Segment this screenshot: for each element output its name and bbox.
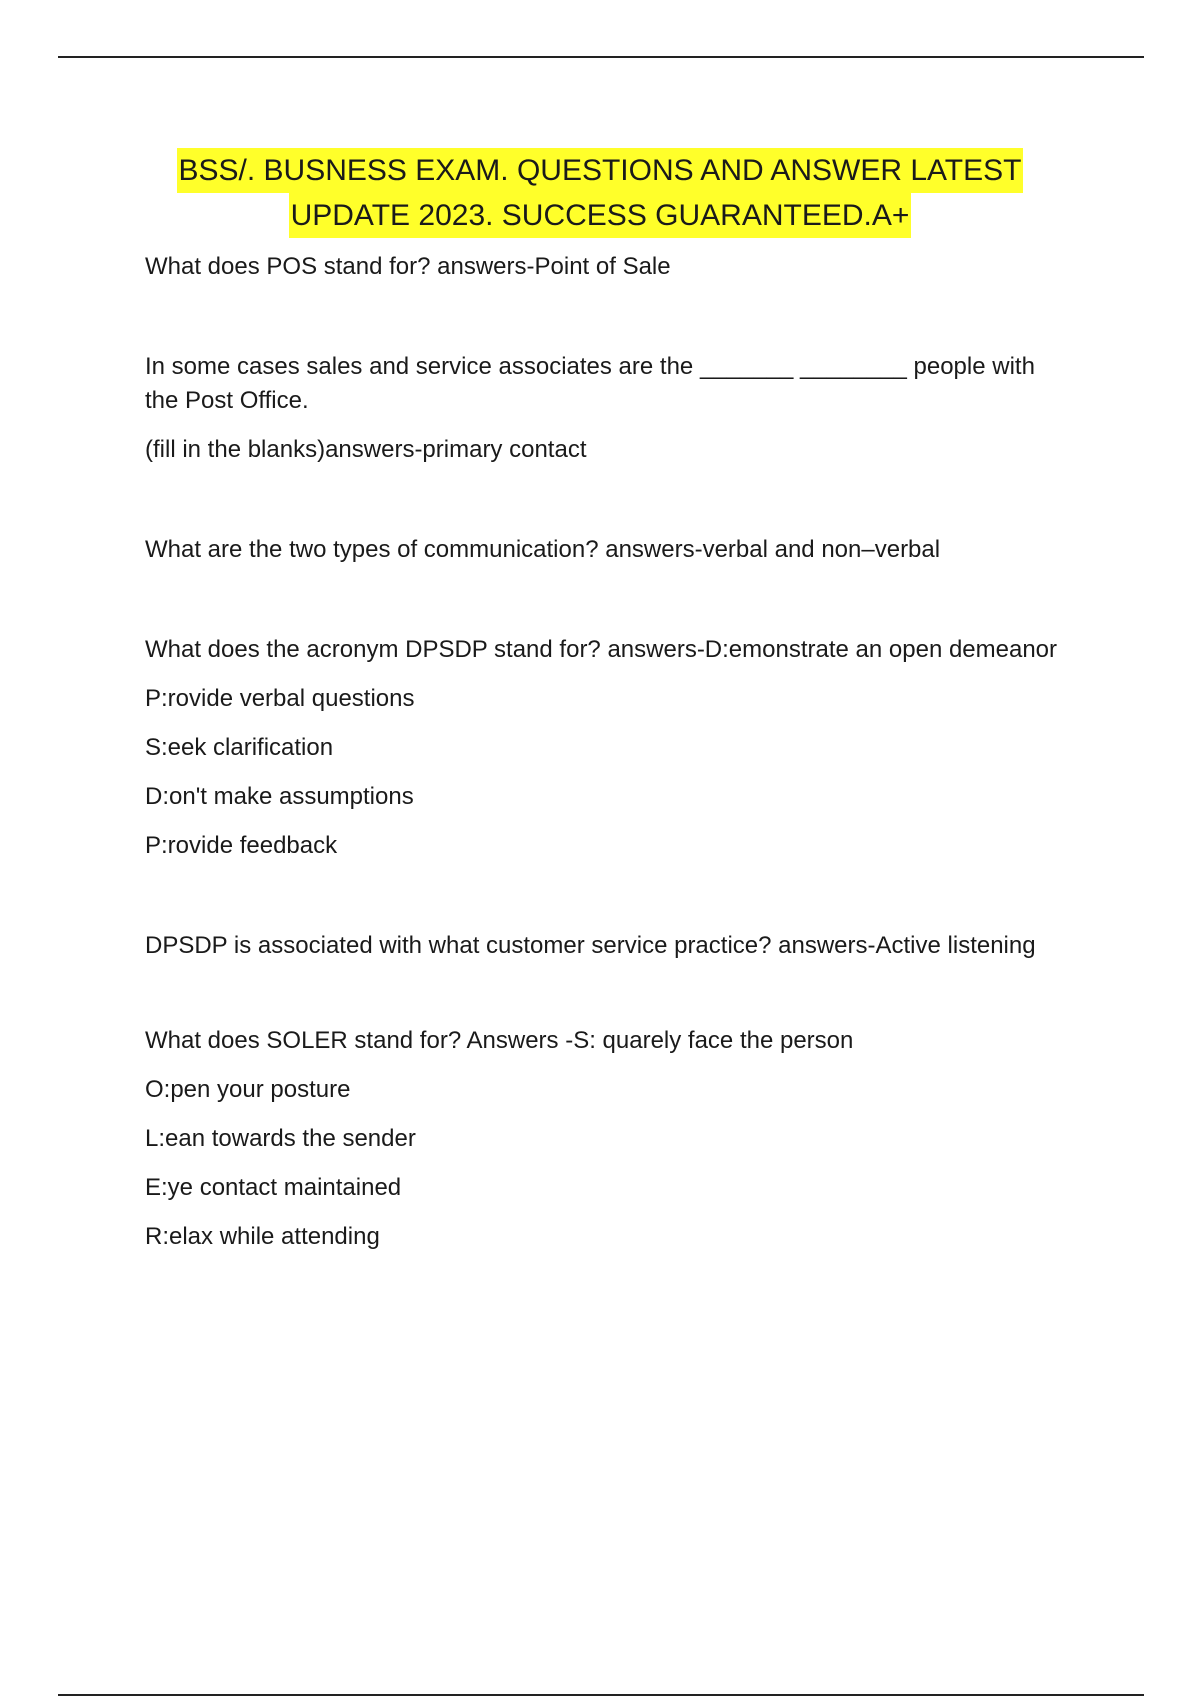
paragraph: R:elax while attending (145, 1223, 380, 1250)
paragraph: P:rovide verbal questions (145, 685, 415, 712)
paragraph: DPSDP is associated with what customer service practice? answers-Active listening (145, 932, 1036, 959)
paragraph: In some cases sales and service associates are the _______ ________ people with the Post Office. (145, 353, 1035, 414)
top-rule (58, 56, 1144, 58)
document-body (145, 250, 1065, 1254)
paragraph: O:pen your posture (145, 1076, 351, 1103)
paragraph: What does SOLER stand for? Answers -S: quarely face the person (145, 1027, 854, 1054)
paragraph: L:ean towards the sender (145, 1125, 416, 1152)
paragraph: What does the acronym DPSDP stand for? answers-D:emonstrate an open demeanor (145, 636, 1058, 663)
paragraph: P:rovide feedback (145, 832, 338, 859)
paragraph: D:on't make assumptions (145, 783, 414, 810)
paragraph: (fill in the blanks)answers-primary contact (145, 436, 587, 463)
paragraph: S:eek clarification (145, 734, 334, 761)
bottom-rule (58, 1694, 1144, 1696)
title-line: UPDATE 2023. SUCCESS GUARANTEED.A+ (289, 193, 912, 238)
paragraph: What does POS stand for? answers-Point of Sale (145, 253, 671, 280)
title-line: BSS/. BUSNESS EXAM. QUESTIONS AND ANSWER LATEST (177, 148, 1024, 193)
paragraph: What are the two types of communication? answers-verbal and non–verbal (145, 536, 941, 563)
document-title (0, 148, 1200, 238)
paragraph: E:ye contact maintained (145, 1174, 402, 1201)
